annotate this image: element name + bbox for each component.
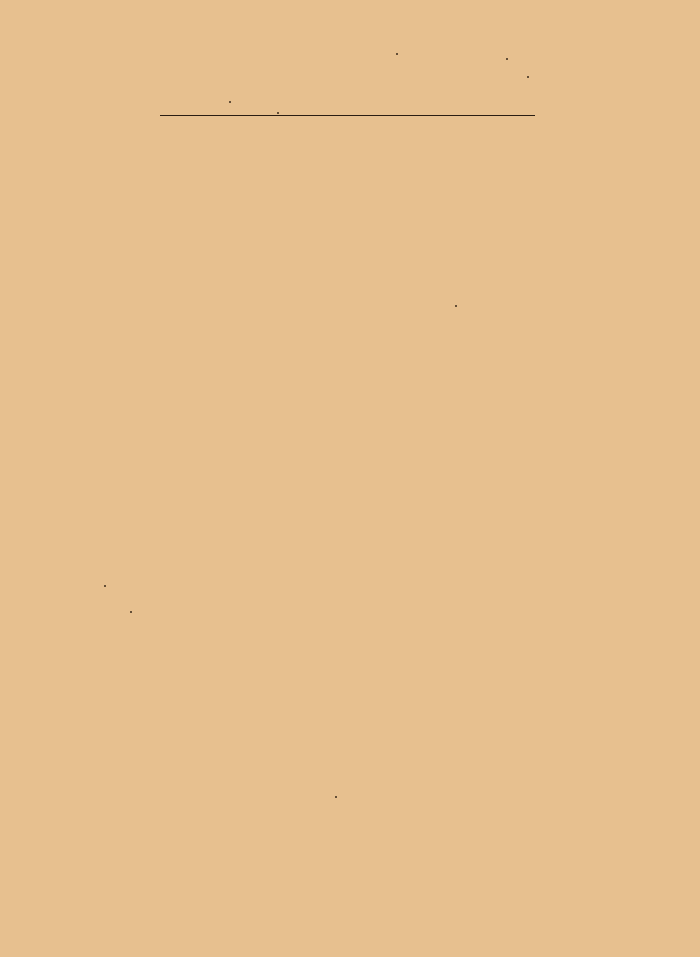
running-header: [160, 97, 535, 116]
speck: [335, 796, 337, 798]
speck: [277, 112, 279, 114]
speck: [396, 53, 398, 55]
speck: [229, 101, 231, 103]
speck: [455, 305, 457, 307]
speck: [130, 611, 132, 613]
speck: [527, 76, 529, 78]
speck: [506, 58, 508, 60]
speck: [104, 585, 106, 587]
